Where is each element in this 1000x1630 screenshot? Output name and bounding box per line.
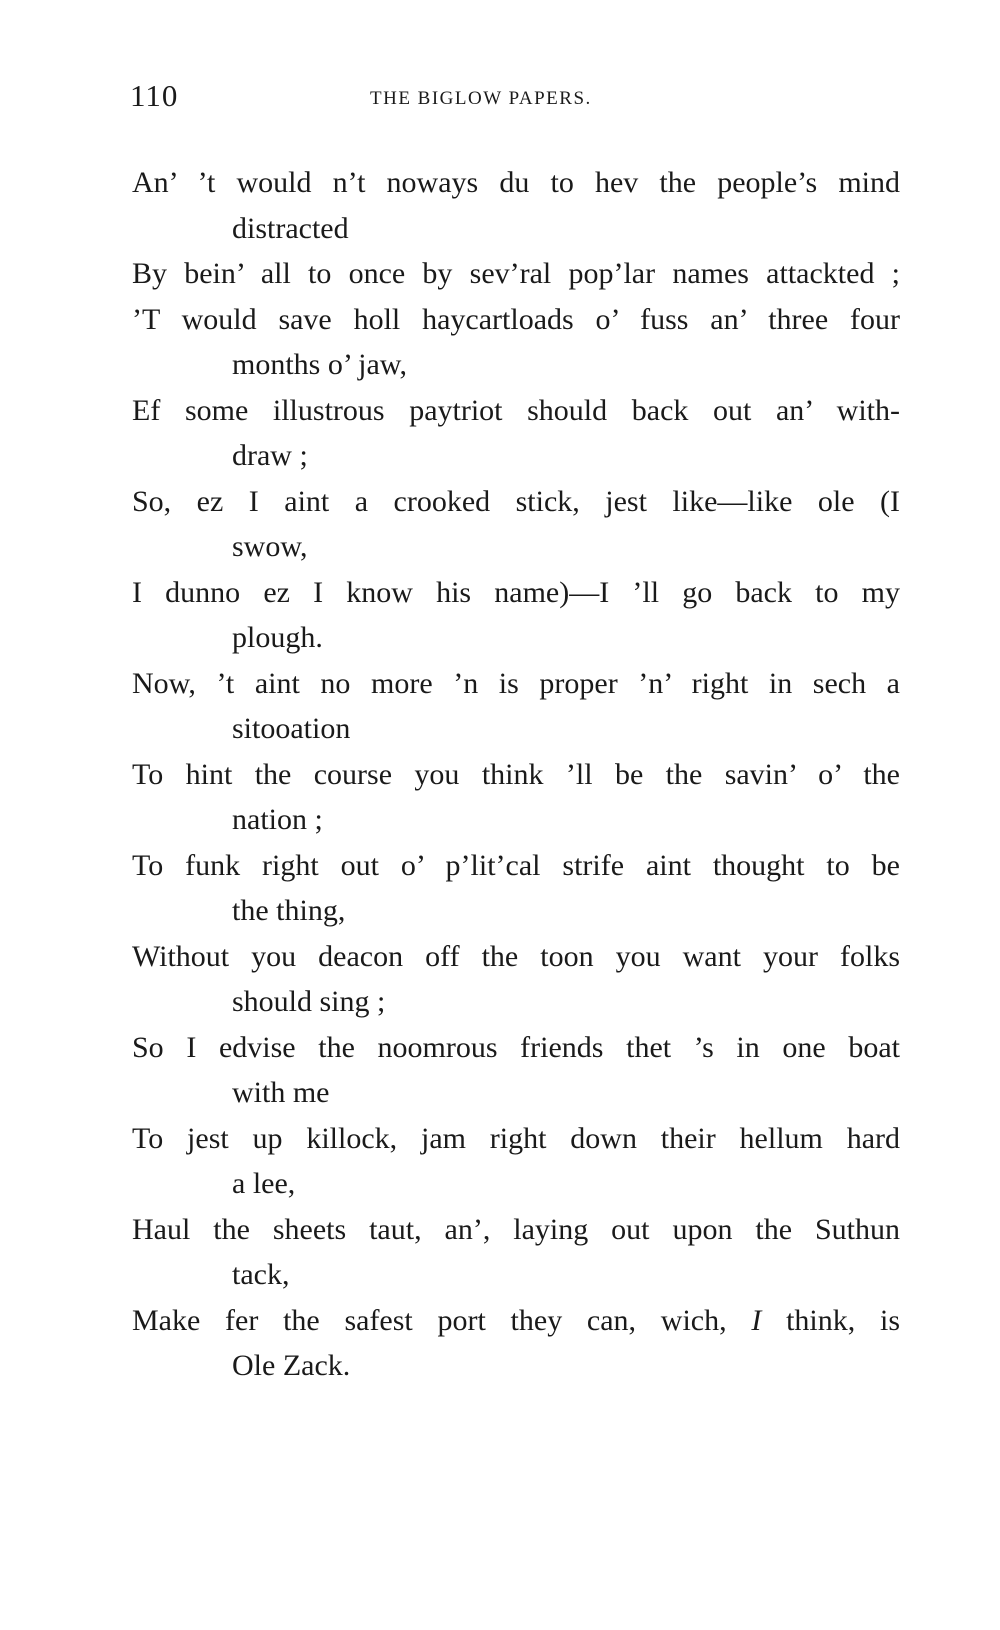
verse-line: An’ ’t would n’t noways du to hev the people’s mind xyxy=(132,166,900,199)
verse-line xyxy=(132,1298,900,1344)
verse-line: By bein’ all to once by sev’ral pop’lar names attackted ; xyxy=(132,257,900,290)
verse-line: Ef some illustrous paytriot should back out an’ with- xyxy=(132,393,900,427)
verse-line-continuation: distracted xyxy=(232,211,349,245)
verse-line-continuation: tack, xyxy=(232,1258,290,1291)
verse-line-continuation: months o’ jaw, xyxy=(232,348,407,381)
verse-line: To funk right out o’ p’lit’cal strife aint thought to be xyxy=(132,848,900,882)
verse-line: To jest up killock, jam right down their hellum hard xyxy=(132,1121,900,1155)
verse-line-continuation: swow, xyxy=(232,530,308,563)
verse-line: To hint the course you think ’ll be the savin’ o’ the xyxy=(132,757,900,791)
verse-line: I dunno ez I know his name)—I ’ll go back to my xyxy=(132,575,900,609)
verse-line: Haul the sheets taut, an’, laying out upon the Suthun xyxy=(132,1212,900,1246)
verse-line: Now, ’t aint no more ’n is proper ’n’ right in sech a xyxy=(132,666,900,700)
verse-italic-word: I xyxy=(751,1303,762,1337)
verse-line-continuation: sitooation xyxy=(232,712,351,745)
verse-line-continuation: the thing, xyxy=(232,894,346,927)
verse-line: So I edvise the noomrous friends thet ’s in one boat xyxy=(132,1030,900,1064)
verse-line-part: Make fer the safest port they can, wich, xyxy=(132,1303,752,1337)
verse-line-continuation: plough. xyxy=(232,621,323,654)
verse-line-continuation: with me xyxy=(232,1076,330,1109)
running-head xyxy=(130,78,900,118)
verse-line-part: think, is xyxy=(761,1303,900,1337)
verse-line-continuation: nation ; xyxy=(232,803,323,836)
verse-line-continuation: a lee, xyxy=(232,1167,296,1200)
verse-line-continuation: draw ; xyxy=(232,439,308,472)
verse-block xyxy=(132,160,900,1389)
page-number: 110 xyxy=(130,78,179,113)
verse-line: So, ez I aint a crooked stick, jest like—like ole (I xyxy=(132,484,900,518)
verse-line: ’T would save holl haycartloads o’ fuss an’ three four xyxy=(132,302,900,336)
running-title: THE BIGLOW PAPERS. xyxy=(370,88,592,109)
verse-line-continuation: should sing ; xyxy=(232,985,386,1018)
verse-line: Without you deacon off the toon you want your folks xyxy=(132,939,900,973)
verse-line-continuation: Ole Zack. xyxy=(232,1349,351,1382)
